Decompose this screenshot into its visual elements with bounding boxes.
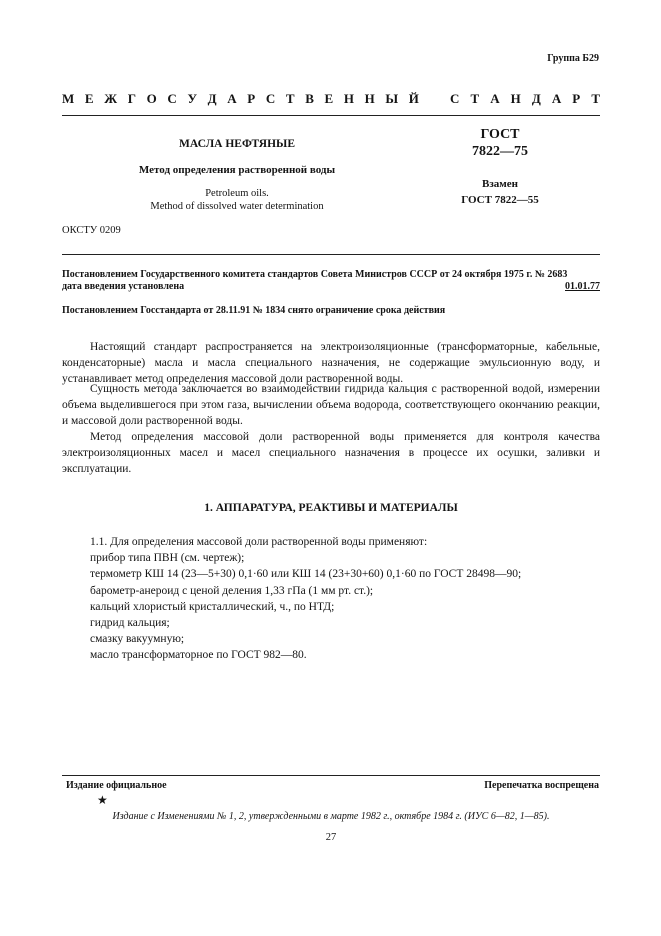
banner-word-interstate (62, 91, 419, 107)
banner-letter: Д (207, 91, 217, 106)
banner-letter: Н (343, 91, 354, 106)
banner-letter: А (490, 91, 500, 106)
list-item: термометр КШ 14 (23—5+30) 0,1·60 или КШ 14 (23+30+60) 0,1·60 по ГОСТ 28498—90; (90, 568, 522, 581)
document-title: МАСЛА НЕФТЯНЫЕ (178, 138, 295, 150)
banner-letter: Ж (104, 91, 118, 106)
banner-letter: Р (247, 91, 256, 106)
star-icon: ★ (97, 793, 108, 807)
gost-number: 7822—75 (472, 144, 528, 159)
banner-letter: А (551, 91, 562, 106)
reprint-prohibited-label: Перепечатка воспрещена (484, 780, 599, 791)
banner-word-standard (450, 91, 600, 107)
banner-letter: Г (127, 91, 137, 106)
banner-letter: Т (591, 91, 600, 106)
decree-line: Постановлением Государственного комитета стандартов Совета Министров СССР от 24 октября 1975 г. № 2683 (62, 269, 568, 280)
gost-label: ГОСТ (480, 127, 520, 142)
banner-letter: Н (510, 91, 521, 106)
replaces-number: ГОСТ 7822—55 (461, 194, 539, 206)
apparatus-list (90, 534, 521, 664)
list-item: 1.1. Для определения массовой доли растворенной воды применяют: (90, 536, 428, 548)
banner-letter: Т (470, 91, 480, 106)
edition-note: Издание с Изменениями № 1, 2, утвержденными в марте 1982 г., октябре 1984 г. (ИУС 6—82, 1—85). (112, 811, 550, 822)
effective-date-line (62, 281, 600, 292)
effective-date-label: дата введения установлена (62, 281, 185, 292)
okstu-code: ОКСТУ 0209 (62, 225, 121, 236)
banner-letter: В (305, 91, 314, 106)
english-title-line2: Method of dissolved water determination (150, 201, 324, 212)
banner-letter: Т (285, 91, 295, 106)
list-item: гидрид кальция; (90, 617, 170, 630)
banner-letter: С (167, 91, 177, 106)
page-number: 27 (325, 832, 337, 843)
banner-letter: Р (572, 91, 581, 106)
list-item: барометр-анероид с ценой деления 1,33 гПа (1 мм рт. ст.); (90, 584, 374, 597)
banner-letter: С (450, 91, 460, 106)
list-item: смазку вакуумную; (90, 633, 185, 646)
banner-letter: Й (408, 91, 419, 106)
list-item: кальций хлористый кристаллический, ч., по НТД; (90, 600, 335, 613)
document-subtitle: Метод определения растворенной воды (138, 164, 336, 176)
banner-letter: У (187, 91, 197, 106)
banner-letter: С (265, 91, 276, 106)
effective-date: 01.01.77 (565, 281, 600, 292)
group-code: Группа Б29 (547, 53, 599, 64)
replaces-label: Взамен (482, 178, 518, 190)
decree-rule (62, 254, 600, 255)
official-edition-label: Издание официальное (66, 780, 167, 791)
banner-letter: Д (531, 91, 541, 106)
banner-letter: Ы (385, 91, 399, 106)
banner-letter: Н (364, 91, 375, 106)
list-item: масло трансформаторное по ГОСТ 982—80. (90, 649, 307, 662)
banner-letter: А (227, 91, 237, 106)
paragraph-essence: Сущность метода заключается во взаимодействии гидрида кальция с растворенной водой, измерении объема выделившегося при этом газа, вычислении объема водорода, соответствующего окончанию реакции, и массовой доли растворенной воды. (62, 383, 600, 428)
validity-note: Постановлением Госстандарта от 28.11.91 № 1834 снято ограничение срока действия (62, 305, 446, 316)
paragraph-application: Метод определения массовой доли растворенной воды применяется для контроля качества электроизоляционных масел и масел специального назначения в процессе их осушки, заливки и эксплуатации. (62, 431, 600, 476)
banner-letter: О (146, 91, 157, 106)
footer-rule (62, 775, 600, 776)
section-heading: 1. АППАРАТУРА, РЕАКТИВЫ И МАТЕРИАЛЫ (204, 502, 458, 514)
banner-letter: Е (84, 91, 94, 106)
standard-banner (62, 91, 600, 107)
list-item: прибор типа ПВН (см. чертеж); (90, 552, 245, 565)
paragraph-scope: Настоящий стандарт распространяется на электроизоляционные (трансформаторные, кабельные, конденсаторные) масла и масла специального назначения, не содержащие эмульсионную воду, и устанавливает метод определения массовой доли растворенной воды. (62, 341, 600, 386)
english-title-line1: Petroleum oils. (205, 188, 269, 199)
header-rule (62, 115, 600, 116)
banner-letter: Е (324, 91, 334, 106)
banner-letter: М (62, 91, 75, 106)
